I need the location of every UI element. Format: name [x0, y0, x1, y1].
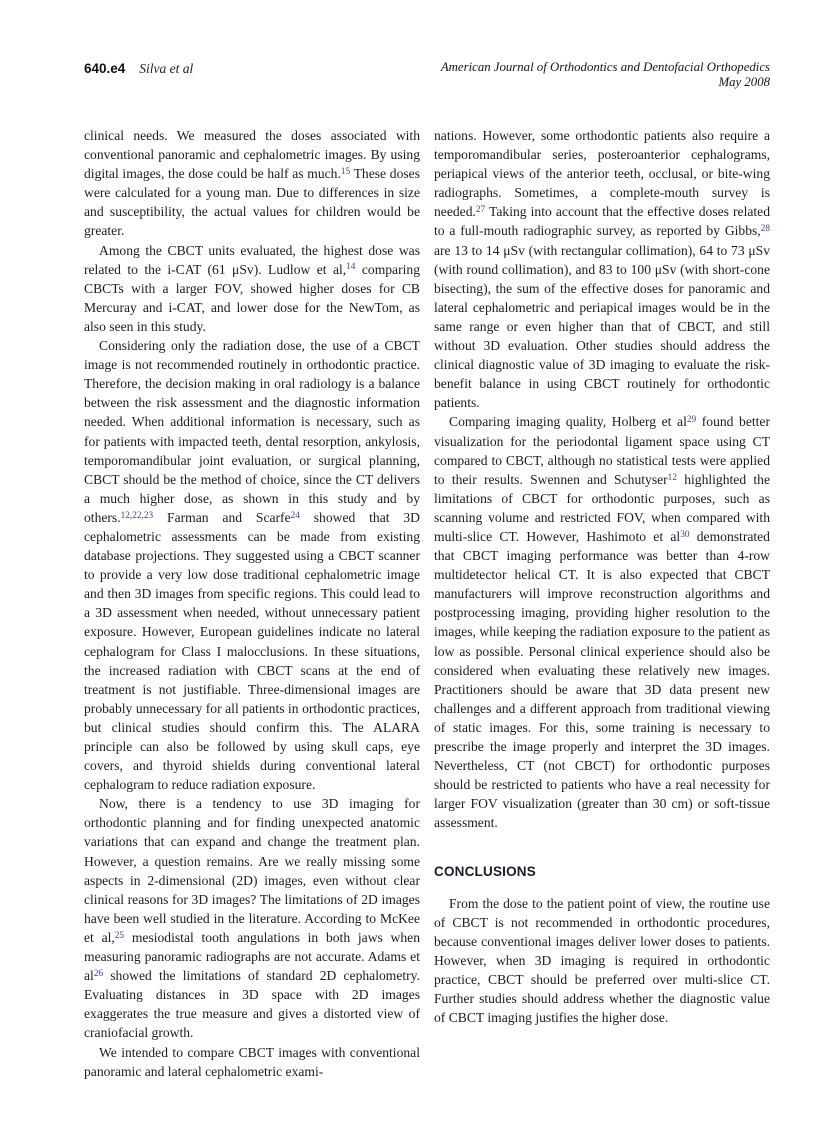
journal-masthead — [441, 60, 770, 89]
article-body — [84, 126, 770, 1081]
reference-superscript[interactable]: 25 — [114, 930, 125, 941]
reference-superscript[interactable]: 12 — [667, 472, 677, 483]
reference-superscript[interactable]: 14 — [346, 262, 356, 273]
paragraph: clinical needs. We measured the doses associated with conventional panoramic and cephalometric images. By using digital images, the dose could be half as much.$^{15}$ These doses were calculated for a young man. Due to differences in size and susceptibility, the actual values for children would be greater. — [84, 128, 420, 239]
paragraph: Considering only the radiation dose, the use of a CBCT image is not recommended routinely in orthodontic practice. Therefore, the decision making in oral radiology is a balance between the risk assessment and the diagnostic information needed. When additional information is necessary, such as for patients with impacted teeth, dental resorption, ankylosis, temporomandibular joint evaluation, or surgical planning, CBCT should be the method of choice, since the CT delivers a much higher dose, as shown in this study and by others.$^{12,22,23}$ Farman and Scarfe$^{24}$ showed that 3D cephalometric assessments can be made from existing database projections. They suggested using a CBCT scanner to provide a very low dose traditional cephalometric image and then 3D images from specific regions. This could lead to a 3D assessment when needed, without unnecessary patient exposure. However, European guidelines indicate no lateral cephalogram for Class I malocclusions. In these situations, the increased radiation with CBCT scans at the end of treatment is not justifiable. Three-dimensional images are probably unnecessary for all patients in orthodontic practices, but clinical studies should confirm this. The ALARA principle can also be followed by using skull caps, eye covers, and thyroid shields during conventional lateral cephalogram to reduce radiation exposure. — [84, 338, 420, 793]
reference-superscript[interactable]: 15 — [340, 167, 351, 178]
conclusions-heading: CONCLUSIONS — [434, 864, 536, 880]
paragraph: From the dose to the patient point of view, the routine use of CBCT is not recommended in orthodontic procedures, because conventional images deliver lower doses to patients. However, when 3D imaging is required in orthodontic practice, CBCT should be preferred over multi-slice CT. Further studies should address whether the diagnostic value of CBCT imaging justifies the higher dose. — [434, 895, 770, 1026]
right-column — [434, 126, 770, 1081]
journal-issue-date: May 2008 — [718, 74, 770, 89]
paragraph: Now, there is a tendency to use 3D imaging for orthodontic planning and for finding unexpected anatomic variations that can expand and change the treatment plan. However, a question remains. Are we really missing some aspects in 2-dimensional (2D) images, even without clear clinical reasons for 3D images? The limitations of 2D images have been well studied in the literature. According to McKee et al,$^{25}$ mesiodistal tooth angulations in both jaws when measuring panoramic radiographs are not accurate. Adams et al$^{26}$ showed the limitations of standard 2D cephalometry. Evaluating distances in 3D space with 2D images exaggerates the true measure and gives a distorted view of craniofacial growth. — [84, 796, 420, 1041]
running-authors: Silva et al — [139, 61, 194, 76]
journal-title: American Journal of Orthodontics and Dentofacial Orthopedics — [440, 60, 770, 74]
reference-superscript[interactable]: 27 — [475, 205, 486, 216]
paragraph: nations. However, some orthodontic patients also require a temporomandibular series, posteroanterior cephalograms, periapical views of the anterior teeth, occlusal, or bite-wing radiographs. Sometimes, a complete-mouth survey is needed.$^{27}$ Taking into account that the effective doses related to a full-mouth radiographic survey, as reported by Gibbs,$^{28}$ are 13 to 14 μSv (with rectangular collimation), 64 to 73 μSv (with round collimation), and 83 to 100 μSv (with short-cone bisecting), the sum of the effective doses for panoramic and lateral cephalometric and periapical images would be in the same range or even higher than that of CBCT, and still without 3D evaluation. Other studies should address the clinical diagnostic value of 3D imaging to evaluate the risk-benefit balance in using CBCT routinely for orthodontic patients. — [434, 128, 770, 411]
page-number-label: 640.e4 — [84, 61, 126, 76]
reference-superscript[interactable]: 26 — [93, 968, 104, 979]
paragraph: Comparing imaging quality, Holberg et al$^{29}$ found better visualization for the periodontal ligament space using CT compared to CBCT, although no statistical tests were applied to their results. Swennen and Schutyser$^{12}$ highlighted the limitations of CBCT for orthodontic purposes, such as scanning volume and restricted FOV, when compared with multi-slice CT. However, Hashimoto et al$^{30}$ demonstrated that CBCT imaging performance was better than 4-row multidetector helical CT. It is also expected that CBCT manufacturers will improve reconstruction algorithms and postprocessing imaging, providing higher resolution to the images, while keeping the radiation exposure to the patient as low as possible. Personal clinical experience should also be considered when evaluating these relatively new images. Practitioners should be aware that 3D data present new challenges and a different approach from traditional viewing of static images. For this, some training is necessary to prescribe the image properly and interpret the 3D images. Nevertheless, CT (not CBCT) for orthodontic purposes should be restricted to patients who have a real necessity for larger FOV visualization (greater than 30 cm) or soft-tissue assessment. — [434, 414, 770, 831]
reference-superscript[interactable]: 28 — [760, 224, 770, 235]
reference-superscript[interactable]: 12,22,23 — [120, 510, 154, 521]
header-left — [84, 60, 193, 78]
reference-superscript[interactable]: 24 — [290, 510, 300, 521]
left-column — [84, 126, 420, 1081]
reference-superscript[interactable]: 29 — [686, 415, 697, 426]
paragraph: We intended to compare CBCT images with conventional panoramic and lateral cephalometric exami- — [84, 1044, 420, 1079]
page-header — [84, 60, 770, 89]
reference-superscript[interactable]: 30 — [680, 529, 690, 540]
paragraph: Among the CBCT units evaluated, the highest dose was related to the i-CAT (61 μSv). Ludlow et al,$^{14}$ comparing CBCTs with a larger FOV, showed higher doses for CB Mercuray and i-CAT, and lower dose for the NewTom, as also seen in this study. — [84, 242, 420, 334]
